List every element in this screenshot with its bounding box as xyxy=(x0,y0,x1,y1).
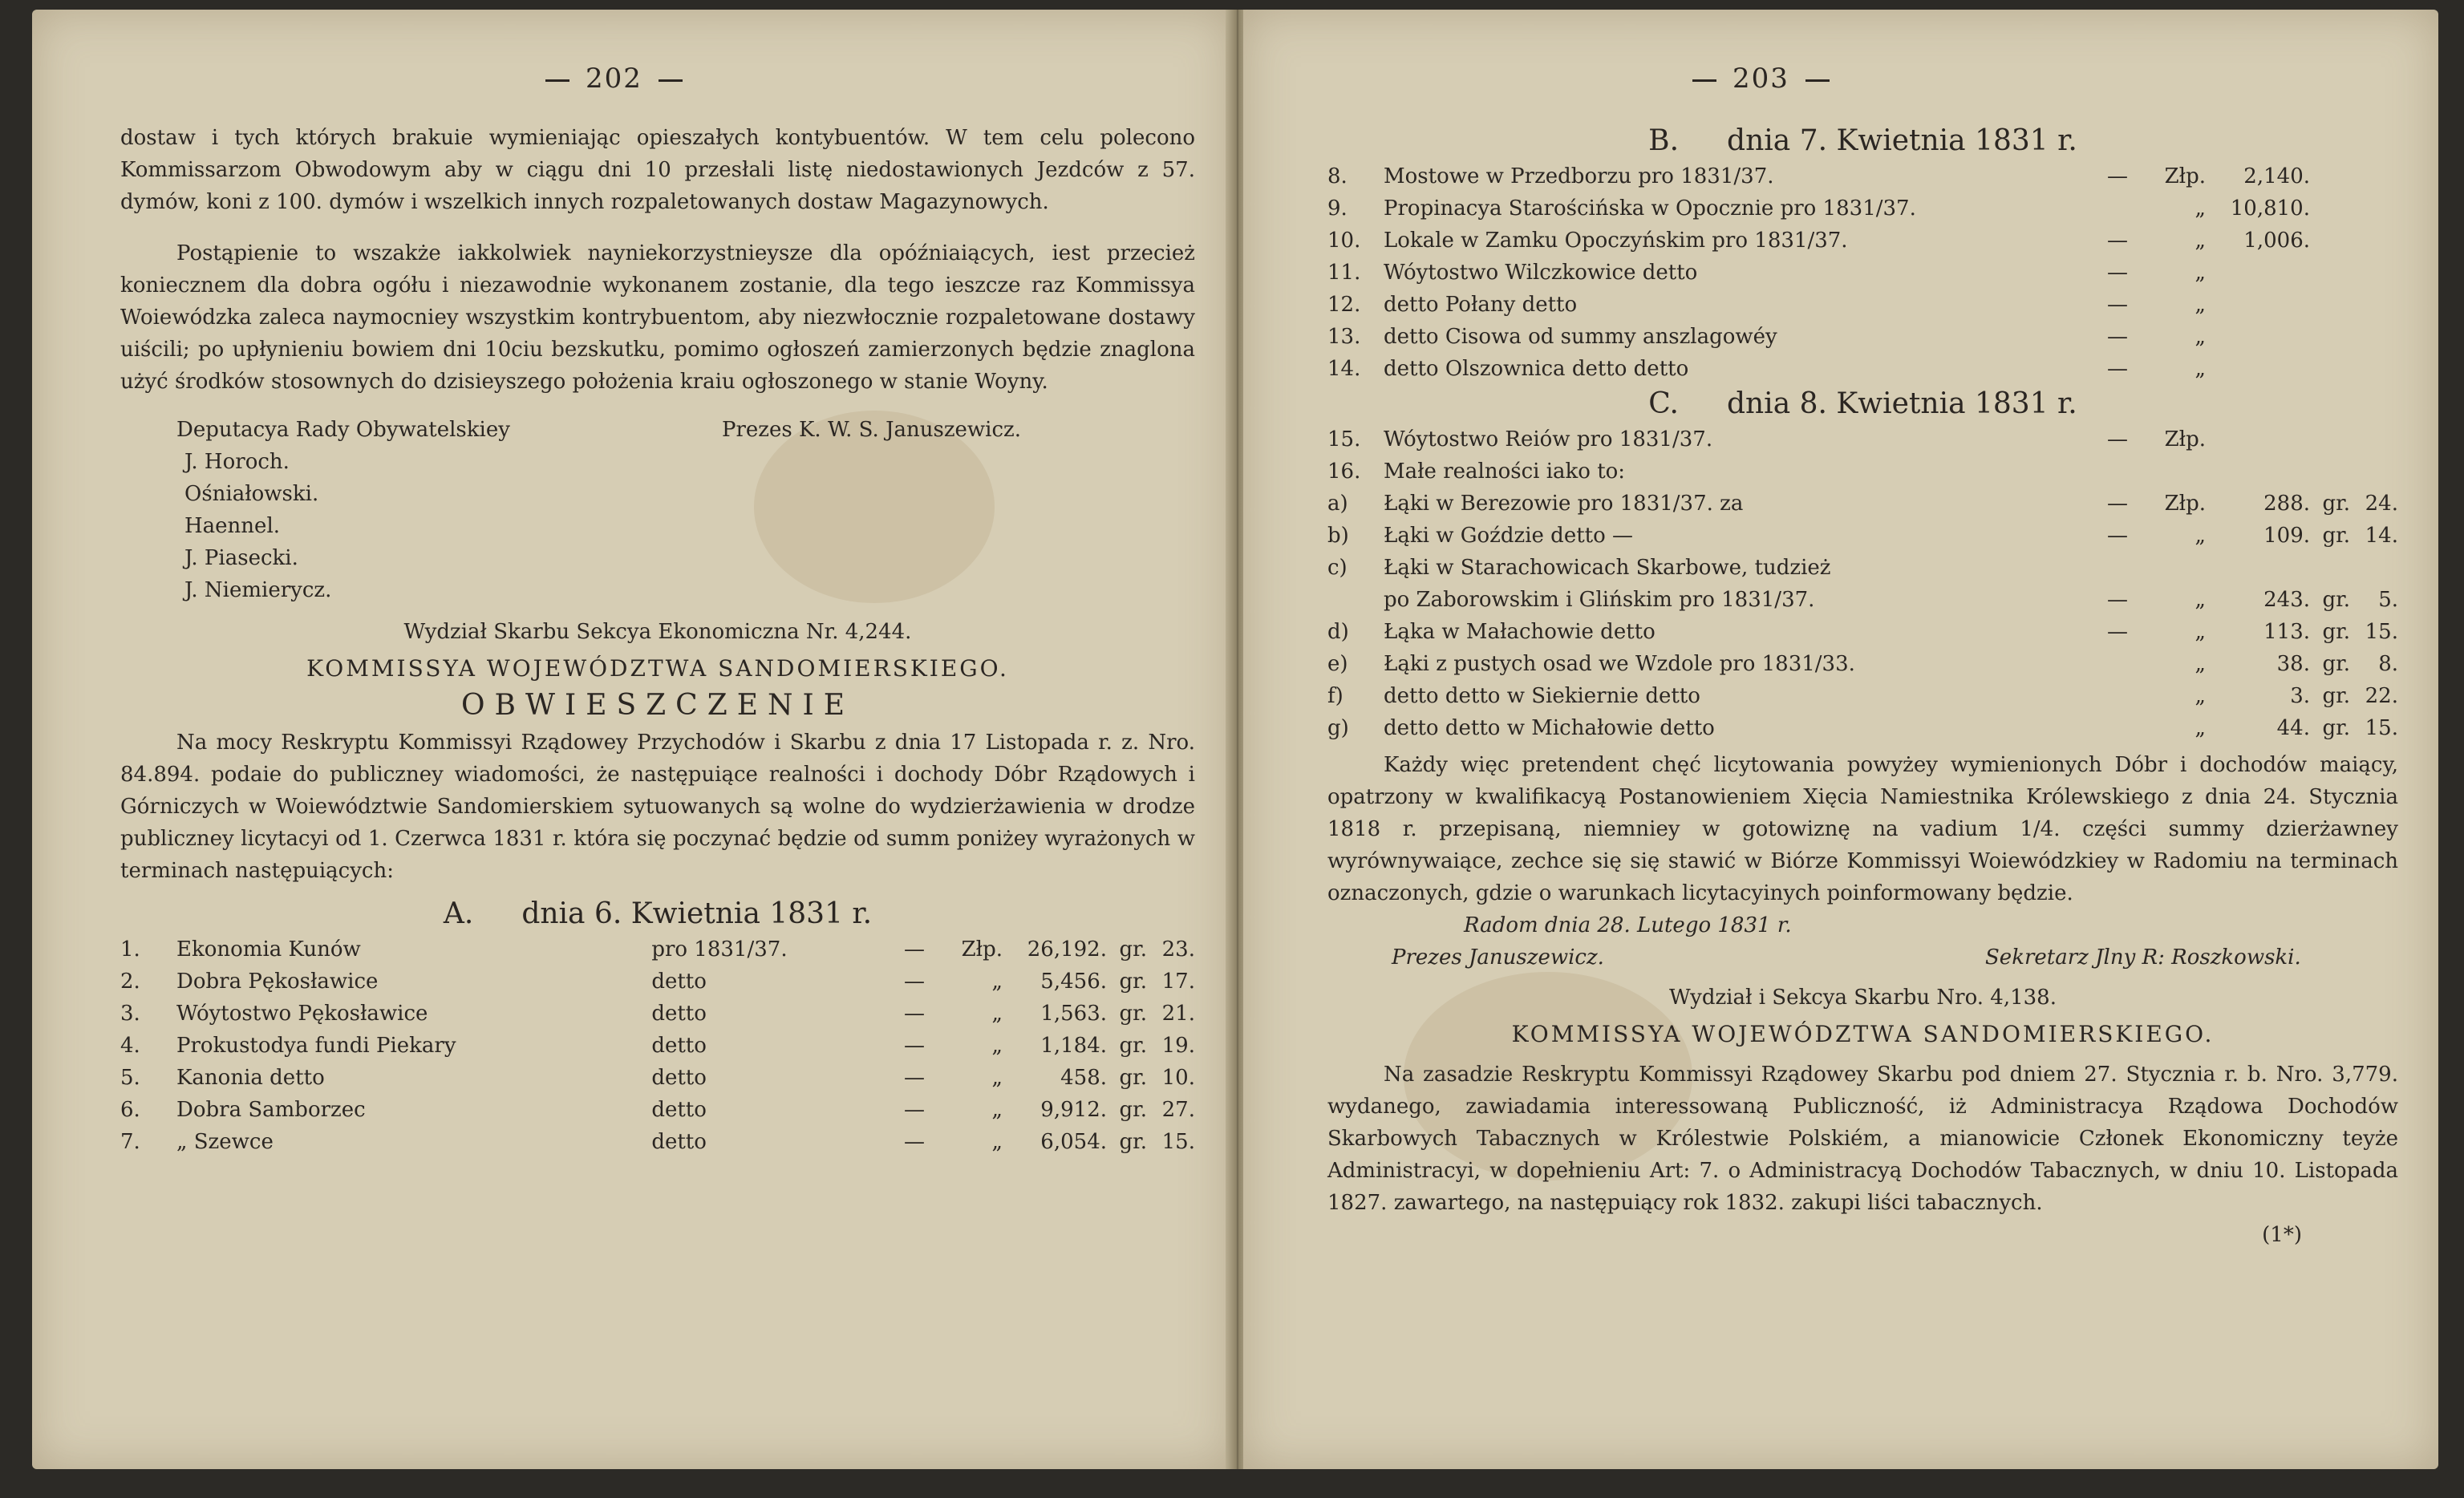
dash-cell: — xyxy=(904,937,925,962)
grosz-label: gr. xyxy=(2322,652,2350,676)
page-number: 202 xyxy=(529,63,699,95)
zloty-amount xyxy=(2206,289,2310,321)
president-signature: Prezes K. W. S. Januszewicz. xyxy=(722,418,1022,442)
zloty-amount: 9,912. xyxy=(1040,1098,1107,1122)
zloty-amount: 6,054. xyxy=(1040,1130,1107,1154)
currency-cell: „ xyxy=(2194,620,2206,644)
item-name: Kanonia detto xyxy=(176,1066,325,1090)
zloty-amount: 5,456. xyxy=(1040,970,1107,994)
zloty-amount: 2,140. xyxy=(2243,164,2310,188)
item-name: Łąki w Goździe detto — xyxy=(1384,524,1634,548)
right-page xyxy=(1243,10,2438,1469)
item-name: detto detto w Michałowie detto xyxy=(1384,716,1715,740)
currency-cell: „ xyxy=(2194,229,2206,253)
currency-cell: „ xyxy=(991,1002,1003,1026)
grosz-label: gr. xyxy=(2322,620,2350,644)
grosz-label xyxy=(2310,423,2350,455)
dash-cell: — xyxy=(2107,524,2128,548)
table-row xyxy=(1327,520,2398,552)
row-number: 7. xyxy=(120,1130,140,1154)
dash-cell: — xyxy=(904,1066,925,1090)
row-number: a) xyxy=(1327,492,1348,516)
table-row xyxy=(1327,353,2398,385)
row-number: 1. xyxy=(120,937,140,962)
signature-row xyxy=(1327,941,2398,974)
row-number: 2. xyxy=(120,970,140,994)
table-row xyxy=(120,966,1195,998)
intro-paragraph: dostaw i tych których brakuie wymieniając opieszałych kontybuentów. W tem celu polecono Kommissarzom Obwodowym aby w ciągu dni 10 przesłali listę niedostawionych Jezdców z 57. dymów, koni z 100. dymów i wszelkich innych rozpaletowanych dostaw Magazynowych. xyxy=(120,126,1195,214)
zloty-amount: 288. xyxy=(2263,492,2310,516)
members-list xyxy=(120,446,1195,606)
item-name: Małe realności iako to: xyxy=(1384,460,1626,484)
row-number: 9. xyxy=(1327,196,1348,221)
grosz-amount: 15. xyxy=(2365,620,2398,644)
table-row xyxy=(120,1062,1195,1094)
currency-cell: „ xyxy=(2194,524,2206,548)
currency-cell: Złp. xyxy=(961,937,1003,962)
grosz-amount: 24. xyxy=(2365,492,2398,516)
table-row xyxy=(1327,488,2398,520)
table-row xyxy=(1327,289,2398,321)
section-c-table xyxy=(1327,423,2398,744)
grosz-label: gr. xyxy=(1119,1034,1147,1058)
grosz-amount: 22. xyxy=(2365,684,2398,708)
item-name: detto Cisowa od summy anszlagowéy xyxy=(1384,325,1777,349)
row-number: 11. xyxy=(1327,261,1361,285)
dash-cell xyxy=(2085,552,2150,584)
row-number: 10. xyxy=(1327,229,1361,253)
zloty-amount: 243. xyxy=(2263,588,2310,612)
table-row xyxy=(1327,192,2398,225)
grosz-label xyxy=(2310,455,2350,488)
currency-cell: Złp. xyxy=(2164,164,2206,188)
dash-cell xyxy=(2085,192,2150,225)
zloty-amount xyxy=(2206,552,2310,584)
section-date: dnia 8. Kwietnia 1831 r. xyxy=(1726,387,2077,420)
dash-cell: — xyxy=(2107,261,2128,285)
row-number: e) xyxy=(1327,652,1348,676)
currency-cell: „ xyxy=(2194,325,2206,349)
zloty-amount: 1,184. xyxy=(1040,1034,1107,1058)
table-row xyxy=(1327,552,2398,584)
table-row xyxy=(1327,160,2398,192)
grosz-amount: 15. xyxy=(1161,1130,1195,1154)
currency-cell xyxy=(2150,552,2206,584)
currency-cell: „ xyxy=(2194,196,2206,221)
grosz-label xyxy=(2310,257,2350,289)
row-number: 13. xyxy=(1327,325,1361,349)
item-name: Dobra Pękosławice xyxy=(176,970,379,994)
zloty-amount: 38. xyxy=(2276,652,2310,676)
table-row xyxy=(1327,680,2398,712)
zloty-amount: 1,006. xyxy=(2243,229,2310,253)
grosz-amount xyxy=(2350,353,2398,385)
secretary-signature: Sekretarz Jlny R: Roszkowski. xyxy=(1985,945,2301,970)
dash-ornament xyxy=(1805,79,1830,82)
deputation-label: Deputacya Rady Obywatelskiey xyxy=(176,418,510,442)
grosz-amount: 19. xyxy=(1161,1034,1195,1058)
grosz-amount: 27. xyxy=(1161,1098,1195,1122)
grosz-amount: 21. xyxy=(1161,1002,1195,1026)
item-period: detto xyxy=(651,1066,707,1090)
zloty-amount: 109. xyxy=(2263,524,2310,548)
right-page-body xyxy=(1327,122,2398,1251)
section-letter: C. xyxy=(1648,387,1679,420)
dash-cell: — xyxy=(904,1130,925,1154)
item-name: Propinacya Starościńska w Opocznie pro 1831/37. xyxy=(1384,196,1916,221)
item-period: detto xyxy=(651,1098,707,1122)
grosz-label xyxy=(2310,321,2350,353)
grosz-label: gr. xyxy=(1119,1098,1147,1122)
row-number: 6. xyxy=(120,1098,140,1122)
section-a-heading xyxy=(120,898,1195,930)
item-period: detto xyxy=(651,1002,707,1026)
table-row xyxy=(1327,257,2398,289)
row-number xyxy=(1327,584,1384,616)
currency-cell: „ xyxy=(2194,357,2206,381)
dash-cell: — xyxy=(2107,492,2128,516)
item-name: Łąki w Berezowie pro 1831/37. za xyxy=(1384,492,1744,516)
grosz-amount: 23. xyxy=(1161,937,1195,962)
currency-cell: Złp. xyxy=(2164,492,2206,516)
grosz-label xyxy=(2310,289,2350,321)
grosz-amount: 8. xyxy=(2378,652,2398,676)
grosz-label: gr. xyxy=(1119,1002,1147,1026)
table-row xyxy=(120,1126,1195,1158)
member-name: J. Niemierycz. xyxy=(184,578,332,602)
row-number: g) xyxy=(1327,716,1349,740)
dash-cell: — xyxy=(904,1002,925,1026)
item-name: detto detto w Siekiernie detto xyxy=(1384,684,1700,708)
item-name: Wóytostwo Reiów pro 1831/37. xyxy=(1384,427,1713,451)
zloty-amount: 113. xyxy=(2263,620,2310,644)
zloty-amount: 458. xyxy=(1060,1066,1107,1090)
department-line: Wydział Skarbu Sekcya Ekonomiczna Nr. 4,244. xyxy=(403,620,912,644)
zloty-amount xyxy=(2206,321,2310,353)
grosz-amount xyxy=(2350,192,2398,225)
dash-cell: — xyxy=(2107,620,2128,644)
member-name: Ośniałowski. xyxy=(184,482,319,506)
item-name: Wóytostwo Pękosławice xyxy=(176,1002,428,1026)
table-row xyxy=(1327,616,2398,648)
dash-cell: — xyxy=(2107,293,2128,317)
item-name: Prokustodya fundi Piekary xyxy=(176,1034,456,1058)
item-name: Lokale w Zamku Opoczyńskim pro 1831/37. xyxy=(1384,229,1848,253)
grosz-label: gr. xyxy=(1119,970,1147,994)
grosz-label xyxy=(2310,552,2350,584)
section-b-table xyxy=(1327,160,2398,385)
deputation-signature-block xyxy=(120,414,1195,446)
dash-cell: — xyxy=(2107,164,2128,188)
grosz-label xyxy=(2310,353,2350,385)
table-row xyxy=(1327,225,2398,257)
department-line: Wydział i Sekcya Skarbu Nro. 4,138. xyxy=(1669,986,2057,1010)
grosz-amount: 17. xyxy=(1161,970,1195,994)
item-name: detto Olszownica detto detto xyxy=(1384,357,1689,381)
grosz-amount: 14. xyxy=(2365,524,2398,548)
grosz-label: gr. xyxy=(2322,684,2350,708)
item-name: Mostowe w Przedborzu pro 1831/37. xyxy=(1384,164,1774,188)
section-b-heading xyxy=(1327,125,2398,157)
section-a-table xyxy=(120,933,1195,1158)
item-period: detto xyxy=(651,1034,707,1058)
item-name: Wóytostwo Wilczkowice detto xyxy=(1384,261,1698,285)
currency-cell: „ xyxy=(2194,588,2206,612)
currency-cell: „ xyxy=(2194,652,2206,676)
left-page-body xyxy=(120,122,1195,1158)
dash-cell xyxy=(2085,455,2150,488)
item-name: Dobra Samborzec xyxy=(176,1098,366,1122)
row-number: c) xyxy=(1327,556,1348,580)
row-number: 3. xyxy=(120,1002,140,1026)
table-row xyxy=(1327,584,2398,616)
grosz-label: gr. xyxy=(2322,588,2350,612)
row-number: d) xyxy=(1327,620,1349,644)
dash-ornament xyxy=(659,79,683,82)
item-name: detto Połany detto xyxy=(1384,293,1578,317)
zloty-amount: 10,810. xyxy=(2230,196,2310,221)
grosz-label: gr. xyxy=(2322,716,2350,740)
grosz-label: gr. xyxy=(2322,524,2350,548)
dash-cell xyxy=(2085,648,2150,680)
table-row xyxy=(120,998,1195,1030)
announcement-title: OBWIESZCZENIE xyxy=(461,689,854,722)
grosz-label: gr. xyxy=(1119,937,1147,962)
zloty-amount: 3. xyxy=(2290,684,2310,708)
page-number: 203 xyxy=(1676,63,1846,95)
row-number: b) xyxy=(1327,524,1349,548)
grosz-amount xyxy=(2350,552,2398,584)
commission-heading: KOMMISSYA WOJEWÓDZTWA SANDOMIERSKIEGO. xyxy=(306,655,1009,682)
grosz-amount xyxy=(2350,423,2398,455)
currency-cell: „ xyxy=(2194,293,2206,317)
book-spread xyxy=(32,10,2438,1485)
zloty-amount xyxy=(2206,257,2310,289)
grosz-label xyxy=(2310,192,2350,225)
grosz-label: gr. xyxy=(1119,1130,1147,1154)
left-page xyxy=(32,10,1231,1469)
dash-ornament xyxy=(1692,79,1716,82)
zloty-amount: 26,192. xyxy=(1027,937,1107,962)
item-period: detto xyxy=(651,970,707,994)
currency-cell: „ xyxy=(2194,716,2206,740)
grosz-label xyxy=(2310,160,2350,192)
dash-cell xyxy=(2085,712,2150,744)
currency-cell: „ xyxy=(991,1066,1003,1090)
grosz-amount: 15. xyxy=(2365,716,2398,740)
row-number: 8. xyxy=(1327,164,1348,188)
row-number: 5. xyxy=(120,1066,140,1090)
zloty-amount xyxy=(2206,353,2310,385)
item-name: „ Szewce xyxy=(176,1130,274,1154)
grosz-amount: 10. xyxy=(1161,1066,1195,1090)
table-row xyxy=(1327,648,2398,680)
dash-cell: — xyxy=(2107,588,2128,612)
item-period: pro 1831/37. xyxy=(651,937,788,962)
tobacco-paragraph: Na zasadzie Reskryptu Kommissyi Rządowey Skarbu pod dniem 27. Stycznia r. b. Nro. 3,779. wydanego, zawiadamia interessowaną Publiczność, iż Administracya Rządowa Dochodów Skarbowych Tabacznych w Królestwie Polskiém, a mianowicie Członek Ekonomiczny teyże Administracyi, w dopełnieniu Art: 7. o Administracyą Dochodów Tabacznych, w dniu 10. Listopada 1827. zawartego, na następuiący rok 1832. zakupi liści tabacznych. xyxy=(1327,1063,2398,1215)
dash-ornament xyxy=(545,79,569,82)
member-name: J. Horoch. xyxy=(184,450,290,474)
table-row xyxy=(1327,455,2398,488)
table-row xyxy=(1327,321,2398,353)
dash-cell: — xyxy=(904,970,925,994)
table-row xyxy=(120,933,1195,966)
row-number: 16. xyxy=(1327,460,1361,484)
section-letter: A. xyxy=(443,897,474,930)
place-date: Radom dnia 28. Lutego 1831 r. xyxy=(1464,913,1792,937)
zloty-amount xyxy=(2206,423,2310,455)
item-name: Łąki z pustych osad we Wzdole pro 1831/33. xyxy=(1384,652,1855,676)
grosz-amount xyxy=(2350,257,2398,289)
conditions-paragraph: Każdy więc pretendent chęć licytowania powyżey wymienionych Dóbr i dochodów maiący, opatrzony w kwalifikacyą Postanowieniem Xięcia Namiestnika Królewskiego z dnia 24. Stycznia 1818 r. przepisaną, niemniey w gotowiznę na vadium 1/4. części summy dzierżawney wyrównywaiące, zechce się się stawić w Biórze Kommissyi Woiewódzkiey w Radomiu na terminach oznaczonych, gdzie o warunkach licytacyinych poinformowany będzie. xyxy=(1327,753,2398,905)
grosz-label: gr. xyxy=(1119,1066,1147,1090)
item-name: Łąki w Starachowicach Skarbowe, tudzież xyxy=(1384,556,1831,580)
member-name: Haennel. xyxy=(184,514,281,538)
currency-cell: „ xyxy=(991,1034,1003,1058)
row-number: 12. xyxy=(1327,293,1361,317)
grosz-amount: 5. xyxy=(2378,588,2398,612)
dash-cell: — xyxy=(2107,229,2128,253)
grosz-amount xyxy=(2350,321,2398,353)
section-date: dnia 7. Kwietnia 1831 r. xyxy=(1727,124,2077,157)
row-number: f) xyxy=(1327,684,1343,708)
table-row xyxy=(1327,712,2398,744)
dash-cell: — xyxy=(2107,357,2128,381)
currency-cell: „ xyxy=(991,1098,1003,1122)
currency-cell: Złp. xyxy=(2164,427,2206,451)
section-date: dnia 6. Kwietnia 1831 r. xyxy=(521,897,873,930)
currency-cell xyxy=(2150,455,2206,488)
row-number: 4. xyxy=(120,1034,140,1058)
item-name: po Zaborowskim i Glińskim pro 1831/37. xyxy=(1384,588,1815,612)
table-row xyxy=(120,1094,1195,1126)
currency-cell: „ xyxy=(2194,684,2206,708)
table-row xyxy=(120,1030,1195,1062)
row-number: 15. xyxy=(1327,427,1361,451)
item-period: detto xyxy=(651,1130,707,1154)
signature-mark: (1*) xyxy=(2262,1223,2302,1247)
dash-cell xyxy=(2085,680,2150,712)
dash-cell: — xyxy=(904,1098,925,1122)
grosz-label: gr. xyxy=(2322,492,2350,516)
grosz-amount xyxy=(2350,455,2398,488)
currency-cell: „ xyxy=(2194,261,2206,285)
item-name: Łąka w Małachowie detto xyxy=(1384,620,1656,644)
row-number: 14. xyxy=(1327,357,1361,381)
dash-cell: — xyxy=(2107,427,2128,451)
grosz-amount xyxy=(2350,289,2398,321)
second-paragraph: Postąpienie to wszakże iakkolwiek nayniekorzystnieysze dla opóźniaiących, iest przecież koniecznem dla dobra ogółu i niezawodnie wykonanem zostanie, dla tego ieszcze raz Kommissya Woiewódzka zaleca naymocniey wszystkim kontrybuentom, aby niezwłocznie rozpaletowane dostawy uiścili; po upłynieniu bowiem dni 10ciu bezskutku, pomimo ogłoszeń zamierzonych będzie znaglona użyć środków stosownych do dzisieyszego położenia kraiu ogłoszonego w stanie Woyny. xyxy=(120,241,1195,394)
commission-heading: KOMMISSYA WOJEWÓDZTWA SANDOMIERSKIEGO. xyxy=(1511,1021,2215,1047)
zloty-amount: 44. xyxy=(2276,716,2310,740)
zloty-amount: 1,563. xyxy=(1040,1002,1107,1026)
announcement-text: Na mocy Reskryptu Kommissyi Rządowey Przychodów i Skarbu z dnia 17 Listopada r. z. Nro. 84.894. podaie do publiczney wiadomości, że następuiące realności i dochody Dóbr Rządowych i Górniczych w Woiewództwie Sandomierskiem sytuowanych są wolne do wydzierżawienia w drodze publiczney licytacyi od 1. Czerwca 1831 r. która się poczynać będzie od summ poniżey wyrażonych w terminach następuiących: xyxy=(120,731,1195,883)
section-c-heading xyxy=(1327,388,2398,420)
table-row xyxy=(1327,423,2398,455)
grosz-label xyxy=(2310,225,2350,257)
dash-cell: — xyxy=(904,1034,925,1058)
zloty-amount xyxy=(2206,455,2310,488)
section-letter: B. xyxy=(1648,124,1680,157)
grosz-amount xyxy=(2350,160,2398,192)
item-name: Ekonomia Kunów xyxy=(176,937,361,962)
grosz-amount xyxy=(2350,225,2398,257)
member-name: J. Piasecki. xyxy=(184,546,298,570)
currency-cell: „ xyxy=(991,970,1003,994)
president-signature: Prezes Januszewicz. xyxy=(1392,945,1604,970)
dash-cell: — xyxy=(2107,325,2128,349)
currency-cell: „ xyxy=(991,1130,1003,1154)
